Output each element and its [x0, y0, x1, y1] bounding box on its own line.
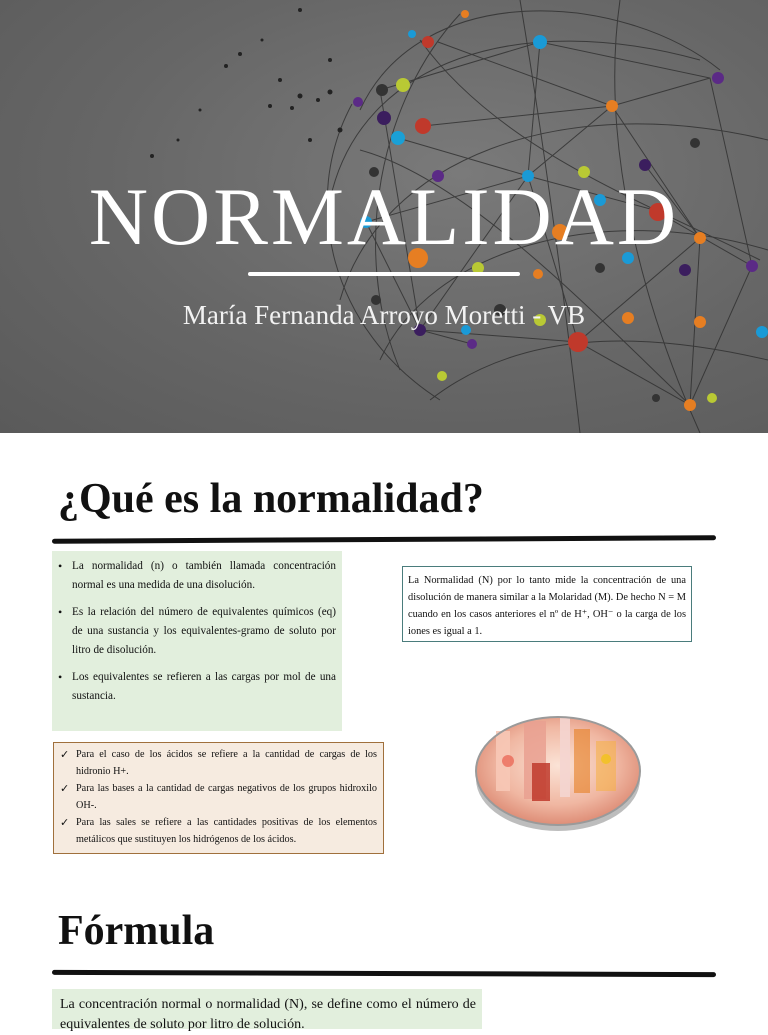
section-heading-formula: Fórmula	[58, 908, 215, 954]
heading-divider	[52, 535, 716, 543]
check-item: ✓ Para las sales se refiere a las cantidades positivas de los elementos metálicos que sustituyen los hidrógenos de los ácidos.	[76, 814, 377, 848]
title-slide	[0, 0, 768, 433]
bullet-item: • Es la relación del número de equivalentes químicos (eq) de una sustancia y los equivalentes-gramo de soluto por litro de disolución.	[72, 603, 336, 660]
section-heading-que-es: ¿Qué es la normalidad?	[58, 476, 484, 522]
molarity-note-box: La Normalidad (N) por lo tanto mide la concentración de una disolución de manera similar a la Molaridad (M). De hecho N = M cuando en los casos anteriores el nº de H⁺, OH⁻ o la carga de los iones es igual a 1.	[402, 566, 692, 642]
bullet-item: • Los equivalentes se refieren a las cargas por mol de una sustancia.	[72, 668, 336, 706]
check-item: ✓ Para las bases a la cantidad de cargas negativos de los grupos hidroxilo OH-.	[76, 780, 377, 814]
title-underline	[248, 272, 520, 276]
formula-definition-box: La concentración normal o normalidad (N), se define como el número de equivalentes de soluto por litro de solución.	[52, 989, 482, 1029]
heading-divider	[52, 970, 716, 977]
presentation-title: NORMALIDAD	[88, 171, 680, 262]
cases-box	[53, 742, 384, 854]
laboratory-glassware-image	[474, 701, 642, 833]
content-slide	[0, 433, 768, 1032]
bullet-item: • La normalidad (n) o también llamada concentración normal es una medida de una disolución.	[72, 557, 336, 595]
presentation-subtitle: María Fernanda Arroyo Moretti - VB	[182, 300, 586, 330]
definition-box	[52, 551, 342, 731]
check-item: ✓ Para el caso de los ácidos se refiere a la cantidad de cargas de los hidronio H+.	[76, 746, 377, 780]
